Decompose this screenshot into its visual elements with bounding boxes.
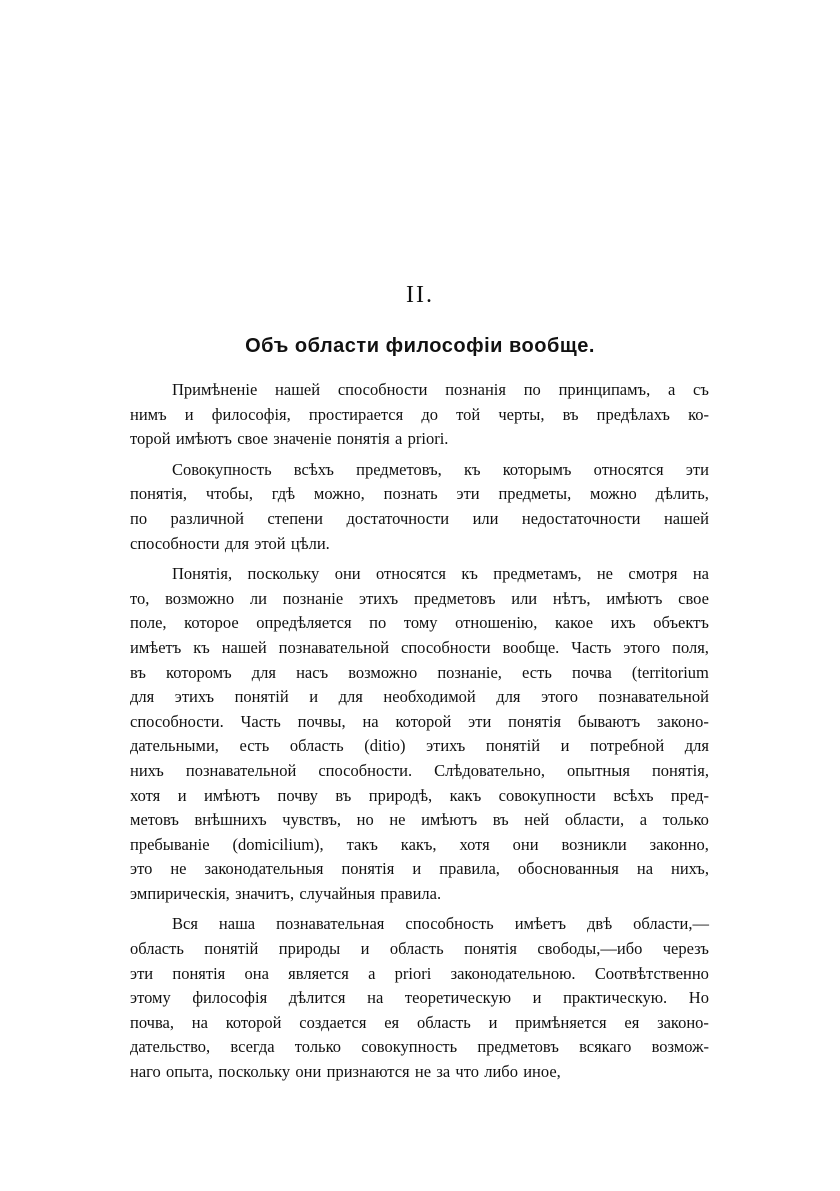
word: къ [193,637,210,657]
word: понятія, [130,484,188,504]
word: этихъ [426,736,466,756]
word: предѣлахъ [596,404,670,424]
word: опредѣляется [256,613,352,633]
word: Вся [172,914,198,934]
word: бываютъ [577,711,641,731]
word: свободы,—ибо [537,939,643,959]
word: простирается [308,404,404,424]
word: этихъ [358,588,399,608]
word: примѣняется [515,1012,607,1032]
text-line [130,403,709,428]
word: то, [130,588,150,608]
paragraph [130,562,709,906]
text-line [130,562,709,587]
word: правила, [439,859,500,879]
word: и [309,687,319,707]
word: нихъ, [671,859,709,879]
word: можно, [313,484,365,504]
word: понятія, [651,760,709,780]
word: поле, [130,613,167,633]
word: съ [693,380,709,399]
word: способности [401,637,491,657]
word: есть [522,662,552,682]
word: Часть [240,711,281,731]
word: которое [184,613,239,633]
word: на [636,859,654,879]
word: для [224,533,250,553]
word: по [523,380,541,399]
word: а [639,810,648,830]
word: за [436,1062,451,1082]
word: она [244,963,269,983]
word: этой [254,533,286,553]
word: къ [463,459,481,479]
word: пребываніе [130,834,210,854]
word: или [511,588,538,608]
word: возможно [348,662,418,682]
word: поскольку [247,564,320,584]
word: а [667,380,676,399]
word: наша [218,914,256,934]
word: теоретическую [404,988,512,1008]
word: только [662,810,709,830]
word: значеніе [273,429,332,449]
paragraph [130,912,709,1084]
word: имѣютъ [421,810,478,830]
body-text [130,378,709,1085]
word: на [362,711,379,731]
word: всегда [230,1037,275,1057]
word: законо- [657,711,709,731]
paragraph [130,458,709,556]
word: область [289,736,344,756]
word: въ [562,404,579,424]
word: имѣетъ [130,637,182,657]
word: степени [267,508,324,528]
word: они [512,834,539,854]
text-line [130,937,709,962]
word: цѣли. [290,533,330,553]
word: на [191,1012,208,1032]
word: насъ [296,662,329,682]
word: предметовъ [477,1037,559,1057]
word: нашей [221,637,267,657]
word: поля, [672,637,709,657]
text-line [130,427,709,452]
word: принципамъ, [558,380,651,399]
word: какъ [449,785,482,805]
text-line [130,611,709,636]
word: наго [130,1062,161,1082]
word: познавательной [598,687,709,707]
word: которомъ [166,662,232,682]
word: область [389,939,444,959]
word: почвы, [297,711,346,731]
word: создается [299,1012,367,1032]
text-line [130,1011,709,1036]
word: такъ [346,834,378,854]
word: обоснованныя [517,859,619,879]
word: для [684,736,709,756]
word: эти [685,459,709,479]
word: въ [335,785,352,805]
text-line [130,1060,709,1085]
word: способности [337,380,428,399]
word: познавательной [185,760,297,780]
word: не [170,859,187,879]
word: объектъ [653,613,709,633]
paragraph [130,378,709,452]
text-line [130,507,709,532]
word: этого [541,687,578,707]
word: всѣхъ [293,459,334,479]
word: имѣютъ [175,429,232,449]
word: или [472,508,499,528]
word: понятія [508,711,562,731]
word: является [288,963,349,983]
word: дательство, [130,1037,211,1057]
word: гдѣ [271,484,296,504]
word: область [130,939,184,959]
word: возмож- [651,1037,709,1057]
word: имѣютъ [606,588,663,608]
word: но [356,810,374,830]
text-line [130,962,709,987]
word: это [130,859,153,879]
word: поскольку [218,1062,291,1082]
word: законодательныя [204,859,324,879]
word: законодательною. [450,963,576,983]
word: понятія [464,939,517,959]
text-line [130,532,709,557]
word: (territorium [631,662,709,682]
word: познанія [445,380,506,399]
word: всякаго [579,1037,632,1057]
word: нашей [275,380,321,399]
word: дательными, [130,736,219,756]
word: предметамъ, [493,564,582,584]
word: и [488,1012,498,1032]
word: торой [130,429,171,449]
word: пред- [670,785,709,805]
text-line [130,378,709,403]
word: опытныя [567,760,630,780]
word: на [692,564,709,584]
word: на [367,988,384,1008]
word: способности. [318,760,413,780]
word: они [295,1062,322,1082]
word: философія [192,988,268,1008]
word: возможно [165,588,235,608]
word: хотя [459,834,490,854]
word: опыта, [166,1062,214,1082]
word: области,— [633,914,709,934]
word: законно, [649,834,709,854]
word: понятій [485,736,541,756]
text-line [130,734,709,759]
word: a [368,963,376,983]
word: по [130,508,148,528]
word: чувствъ, [282,810,342,830]
word: отношенію, [455,613,538,633]
word: относятся [593,459,664,479]
text-line [130,912,709,937]
word: дѣлить, [655,484,709,504]
word: почва [571,662,612,682]
word: различной [170,508,244,528]
word: способности [130,533,220,553]
word: понятія [172,963,226,983]
text-line [130,986,709,1011]
word: которой [395,711,452,731]
word: они [334,564,361,584]
word: предметы, [498,484,572,504]
word: только [294,1037,342,1057]
word: ней [524,810,550,830]
word: priori [394,963,432,983]
word: какъ, [400,834,437,854]
word: priori. [407,429,449,449]
word: для [130,687,155,707]
word: нѣтъ, [552,588,591,608]
word: познавательной [278,637,390,657]
text-line [130,833,709,858]
word: всѣхъ [613,785,654,805]
word: познаніе, [437,662,502,682]
word: есть [239,736,270,756]
word: двѣ [587,914,613,934]
word: не [389,810,406,830]
chapter-title: Объ области философіи вообще. [245,335,595,357]
word: возникли [561,834,627,854]
word: и [560,736,570,756]
word: и [532,988,542,1008]
word: черезъ [662,939,709,959]
word: и [360,939,370,959]
text-line [130,759,709,784]
word: черты, [498,404,545,424]
word: свое [237,429,268,449]
text-line [130,857,709,882]
word: по [369,613,387,633]
word: дѣлится [288,988,346,1008]
word: для [496,687,521,707]
word: область [416,1012,471,1032]
word: Соотвѣтственно [594,963,709,983]
word: Но [688,988,709,1008]
word: и [412,859,422,879]
word: области, [564,810,625,830]
word: имѣютъ [203,785,261,805]
word: познаніе [282,588,344,608]
word: ли [249,588,267,608]
text-line [130,482,709,507]
word: этого [623,637,661,657]
text-line [130,587,709,612]
word: способность [405,914,494,934]
word: потребной [590,736,665,756]
word: внѣшнихъ [194,810,267,830]
word: нихъ [130,760,164,780]
word: предметовъ [413,588,496,608]
word: нашей [663,508,709,528]
text-line [130,808,709,833]
word: тому [403,613,438,633]
word: для [338,687,363,707]
word: Понятія, [172,564,233,584]
word: понятій [234,687,289,707]
word: имѣетъ [514,914,567,934]
text-line [130,458,709,483]
text-line [130,882,709,907]
word: природы [278,939,341,959]
word: для [251,662,276,682]
word: Слѣдовательно, [434,760,545,780]
word: ея [384,1012,400,1032]
word: совокупность [361,1037,458,1057]
word: совокупности [498,785,596,805]
word: необходимой [383,687,476,707]
word: эти [468,711,492,731]
word: философія, [211,404,291,424]
word: свое [678,588,709,608]
word: ихъ [610,613,636,633]
text-line [130,710,709,735]
word: той [456,404,481,424]
word: признаются [326,1062,410,1082]
word: какое [554,613,594,633]
word: эмпирическія, [130,883,230,903]
word: познавательная [276,914,385,934]
word: не [414,1062,432,1082]
word: либо [484,1062,518,1082]
word: которой [225,1012,282,1032]
word: практическую. [563,988,668,1008]
text-line [130,661,709,686]
word: въ [130,662,146,682]
word: законо- [657,1012,709,1032]
word: познать [383,484,438,504]
word: этому [130,988,171,1008]
word: правила. [380,883,442,903]
word: природѣ, [368,785,433,805]
word: въ [492,810,509,830]
word: чтобы, [205,484,253,504]
word: не [596,564,613,584]
word: Примѣненіе [172,380,258,399]
chapter-number: II. [406,282,434,308]
word: понятій [204,939,259,959]
word: достаточности [346,508,450,528]
word: вообще. [502,637,560,657]
word: метовъ [130,810,179,830]
word: a [395,429,403,449]
word: Совокупность [172,459,272,479]
text-line [130,1035,709,1060]
text-line [130,636,709,661]
word: хотя [130,785,161,805]
word: можно [590,484,637,504]
word: (domicilium), [232,834,324,854]
word: значитъ, [235,883,295,903]
text-line [130,784,709,809]
word: ея [624,1012,640,1032]
word: понятія [341,859,395,879]
word: Часть [571,637,612,657]
word: недостаточности [521,508,641,528]
word: смотря [628,564,678,584]
word: эти [456,484,480,504]
text-line [130,685,709,710]
word: иное, [523,1062,561,1082]
word: къ [461,564,478,584]
word: и [177,785,187,805]
word: нимъ [130,404,167,424]
word: понятія [336,429,390,449]
word: этихъ [174,687,215,707]
word: почва, [130,1012,174,1032]
word: случайныя [299,883,376,903]
word: почву [277,785,318,805]
word: (ditio) [364,736,406,756]
word: предметовъ, [356,459,442,479]
word: до [421,404,439,424]
word: способности. [130,711,224,731]
word: ко- [688,404,709,424]
word: что [455,1062,479,1082]
word: эти [130,963,154,983]
word: которымъ [502,459,572,479]
word: и [184,404,194,424]
word: относятся [375,564,446,584]
